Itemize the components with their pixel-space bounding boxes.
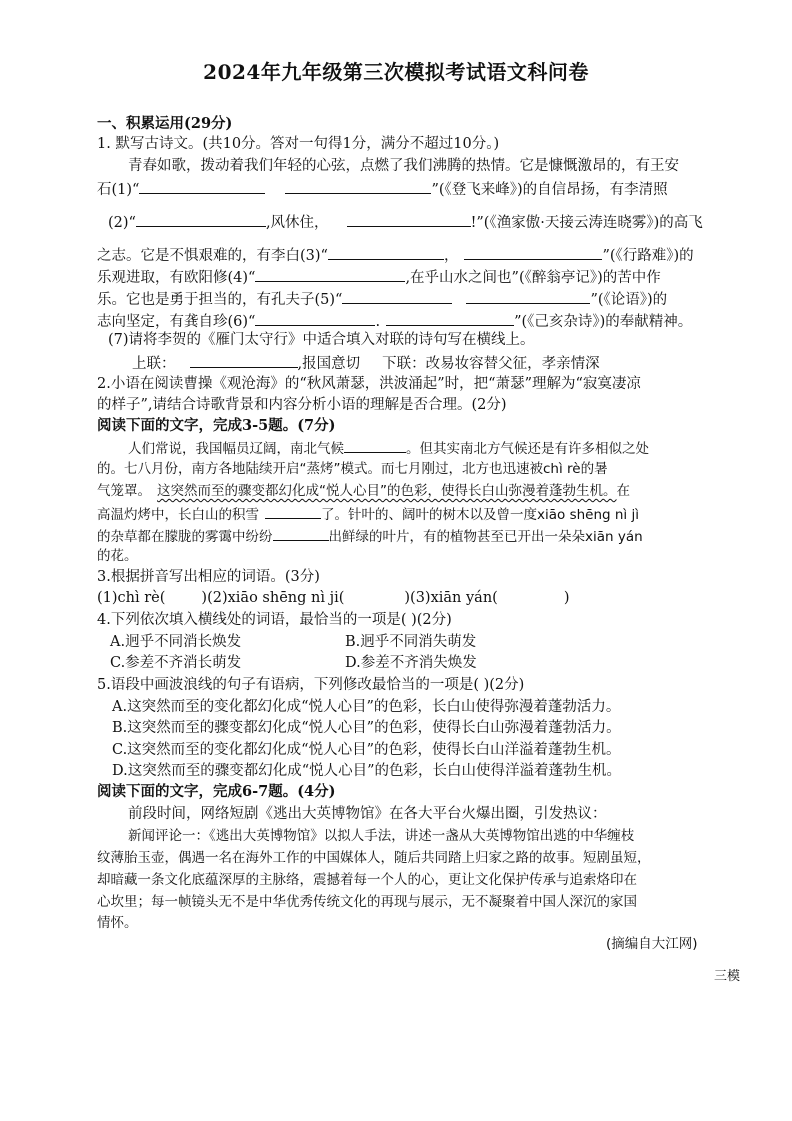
answer-blank[interactable] [255, 310, 375, 326]
passage-line: 的。七八月份，南方各地陆续开启“蒸烤”模式。而七月刚过，北方也迅速被chì rè的暑 [97, 461, 608, 477]
q3-answers: (1)chì rè( )(2)xiāo shēng nì ji( )(3)xiān yán( ) [97, 590, 570, 606]
answer-blank[interactable] [139, 178, 265, 194]
option-c[interactable]: C.这突然而至的变化都幻化成“悦人心目”的色彩，使得长白山洋溢着蓬勃生机。 [112, 742, 621, 758]
q4-stem: 4.下列依次填入横线处的词语，最恰当的一项是( )(2分) [97, 612, 452, 628]
source-note: (摘编自大江网) [606, 936, 698, 952]
passage-line: 的杂草都在朦胧的雾霭中纷纷 出鲜绿的叶片，有的植物甚至已开出一朵朵xiān yán [97, 525, 643, 547]
passage-line: 心坎里；每一帧镜头无不是中华优秀传统文化的再现与展示，无不凝聚着中国人深沉的家国 [97, 894, 637, 910]
option-b[interactable]: B.迥乎不同消失萌发 [345, 634, 477, 650]
option-a[interactable]: A.这突然而至的变化都幻化成“悦人心目”的色彩，长白山使得弥漫着蓬勃活力。 [112, 699, 621, 715]
q1-line: 青春如歌，拨动着我们年轻的心弦，点燃了我们沸腾的热情。它是慷慨激昂的，有王安 [128, 158, 679, 174]
passage-line: 情怀。 [97, 915, 138, 931]
section-heading: 一、积累运用(29分) [97, 115, 233, 132]
q1-line: (2)“ ,风休住， !”(《渔家傲·天接云涛连晓雾》)的高飞 [108, 211, 703, 233]
option-a[interactable]: A.迥乎不同消长焕发 [110, 634, 242, 650]
answer-blank[interactable] [136, 211, 266, 227]
option-b[interactable]: B.这突然而至的骤变都幻化成“悦人心目”的色彩，使得长白山弥漫着蓬勃活力。 [112, 720, 621, 736]
answer-blank[interactable] [347, 211, 471, 227]
passage-line: 前段时间，网络短剧《逃出大英博物馆》在各大平台火爆出圈，引发热议： [128, 806, 607, 822]
q1-line: (7)请将李贺的《雁门太守行》中适合填入对联的诗句写在横线上。 [108, 332, 535, 348]
answer-blank[interactable] [255, 266, 405, 282]
answer-blank[interactable] [466, 288, 590, 304]
q1-line: 之志。它是不惧艰难的，有李白(3)“ ， ”(《行路难》)的 [97, 244, 694, 266]
answer-blank[interactable] [273, 525, 329, 541]
q1-couplet: 上联： ,报国意切 下联：改易妆容替父征，孝亲情深 [132, 352, 600, 374]
answer-blank[interactable] [344, 437, 406, 453]
q1-line: 乐观进取，有欧阳修(4)“ ,在乎山水之间也”(《醉翁亭记》)的苦中作 [97, 266, 661, 288]
page-title: 2024年九年级第三次模拟考试语文科问卷 [203, 60, 589, 84]
wavy-sentence: 这突然而至的骤变都幻化成“悦人心目”的色彩，使得长白山弥漫着蓬勃生机。 [157, 483, 617, 499]
answer-blank[interactable] [190, 352, 298, 368]
passage-line: 气笼罩。 这突然而至的骤变都幻化成“悦人心目”的色彩，使得长白山弥漫着蓬勃生机。在 [97, 483, 630, 499]
answer-blank[interactable] [285, 178, 431, 194]
footer-label: 三模 [714, 969, 741, 984]
passage-line: 人们常说，我国幅员辽阔，南北气候 。但其实南北方气候还是有许多相似之处 [128, 437, 649, 459]
q1-line: 乐。它也是勇于担当的，有孔夫子(5)“ ”(《论语》)的 [97, 288, 667, 310]
answer-blank[interactable] [328, 244, 444, 260]
q1-line: 志向坚定，有龚自珍(6)“ . ”(《己亥杂诗》)的奉献精神。 [97, 310, 692, 332]
reading-heading: 阅读下面的文字，完成3-5题。(7分) [97, 417, 336, 434]
answer-blank[interactable] [464, 244, 602, 260]
answer-blank[interactable] [265, 503, 321, 519]
q3-stem: 3.根据拼音写出相应的词语。(3分) [97, 569, 320, 585]
answer-blank[interactable] [342, 288, 452, 304]
passage-line: 的花。 [97, 548, 138, 564]
q2-line: 的样子”,请结合诗歌背景和内容分析小语的理解是否合理。(2分) [97, 397, 507, 413]
q5-stem: 5.语段中画波浪线的句子有语病，下列修改最恰当的一项是( )(2分) [97, 677, 525, 693]
q1-intro: 1. 默写古诗文。(共10分。答对一句得1分，满分不超过10分。) [97, 136, 500, 152]
option-d[interactable]: D.参差不齐消失焕发 [345, 655, 477, 671]
reading-heading: 阅读下面的文字，完成6-7题。(4分) [97, 783, 336, 800]
option-d[interactable]: D.这突然而至的骤变都幻化成“悦人心目”的色彩，长白山使得洋溢着蓬勃生机。 [112, 763, 622, 779]
answer-blank[interactable] [386, 310, 514, 326]
passage-line: 纹薄胎玉壶，偶遇一名在海外工作的中国媒体人，随后共同踏上归家之路的故事。短剧虽短， [97, 850, 651, 866]
option-c[interactable]: C.参差不齐消长萌发 [110, 655, 242, 671]
passage-line: 却暗藏一条文化底蕴深厚的主脉络，震撼着每一个人的心，更让文化保护传承与追索烙印在 [97, 872, 637, 888]
passage-line: 高温灼烤中，长白山的积雪 了。针叶的、阔叶的树木以及曾一度xiāo shēng nì jì [97, 503, 639, 525]
q2-line: 2.小语在阅读曹操《观沧海》的“秋风萧瑟，洪波涌起”时，把“萧瑟”理解为“寂寞凄凉 [97, 376, 641, 392]
q1-line: 石(1)“ ”(《登飞来峰》)的自信昂扬，有李清照 [97, 178, 668, 200]
passage-line: 新闻评论一：《逃出大英博物馆》以拟人手法，讲述一盏从大英博物馆出逃的中华缠枝 [128, 828, 635, 844]
